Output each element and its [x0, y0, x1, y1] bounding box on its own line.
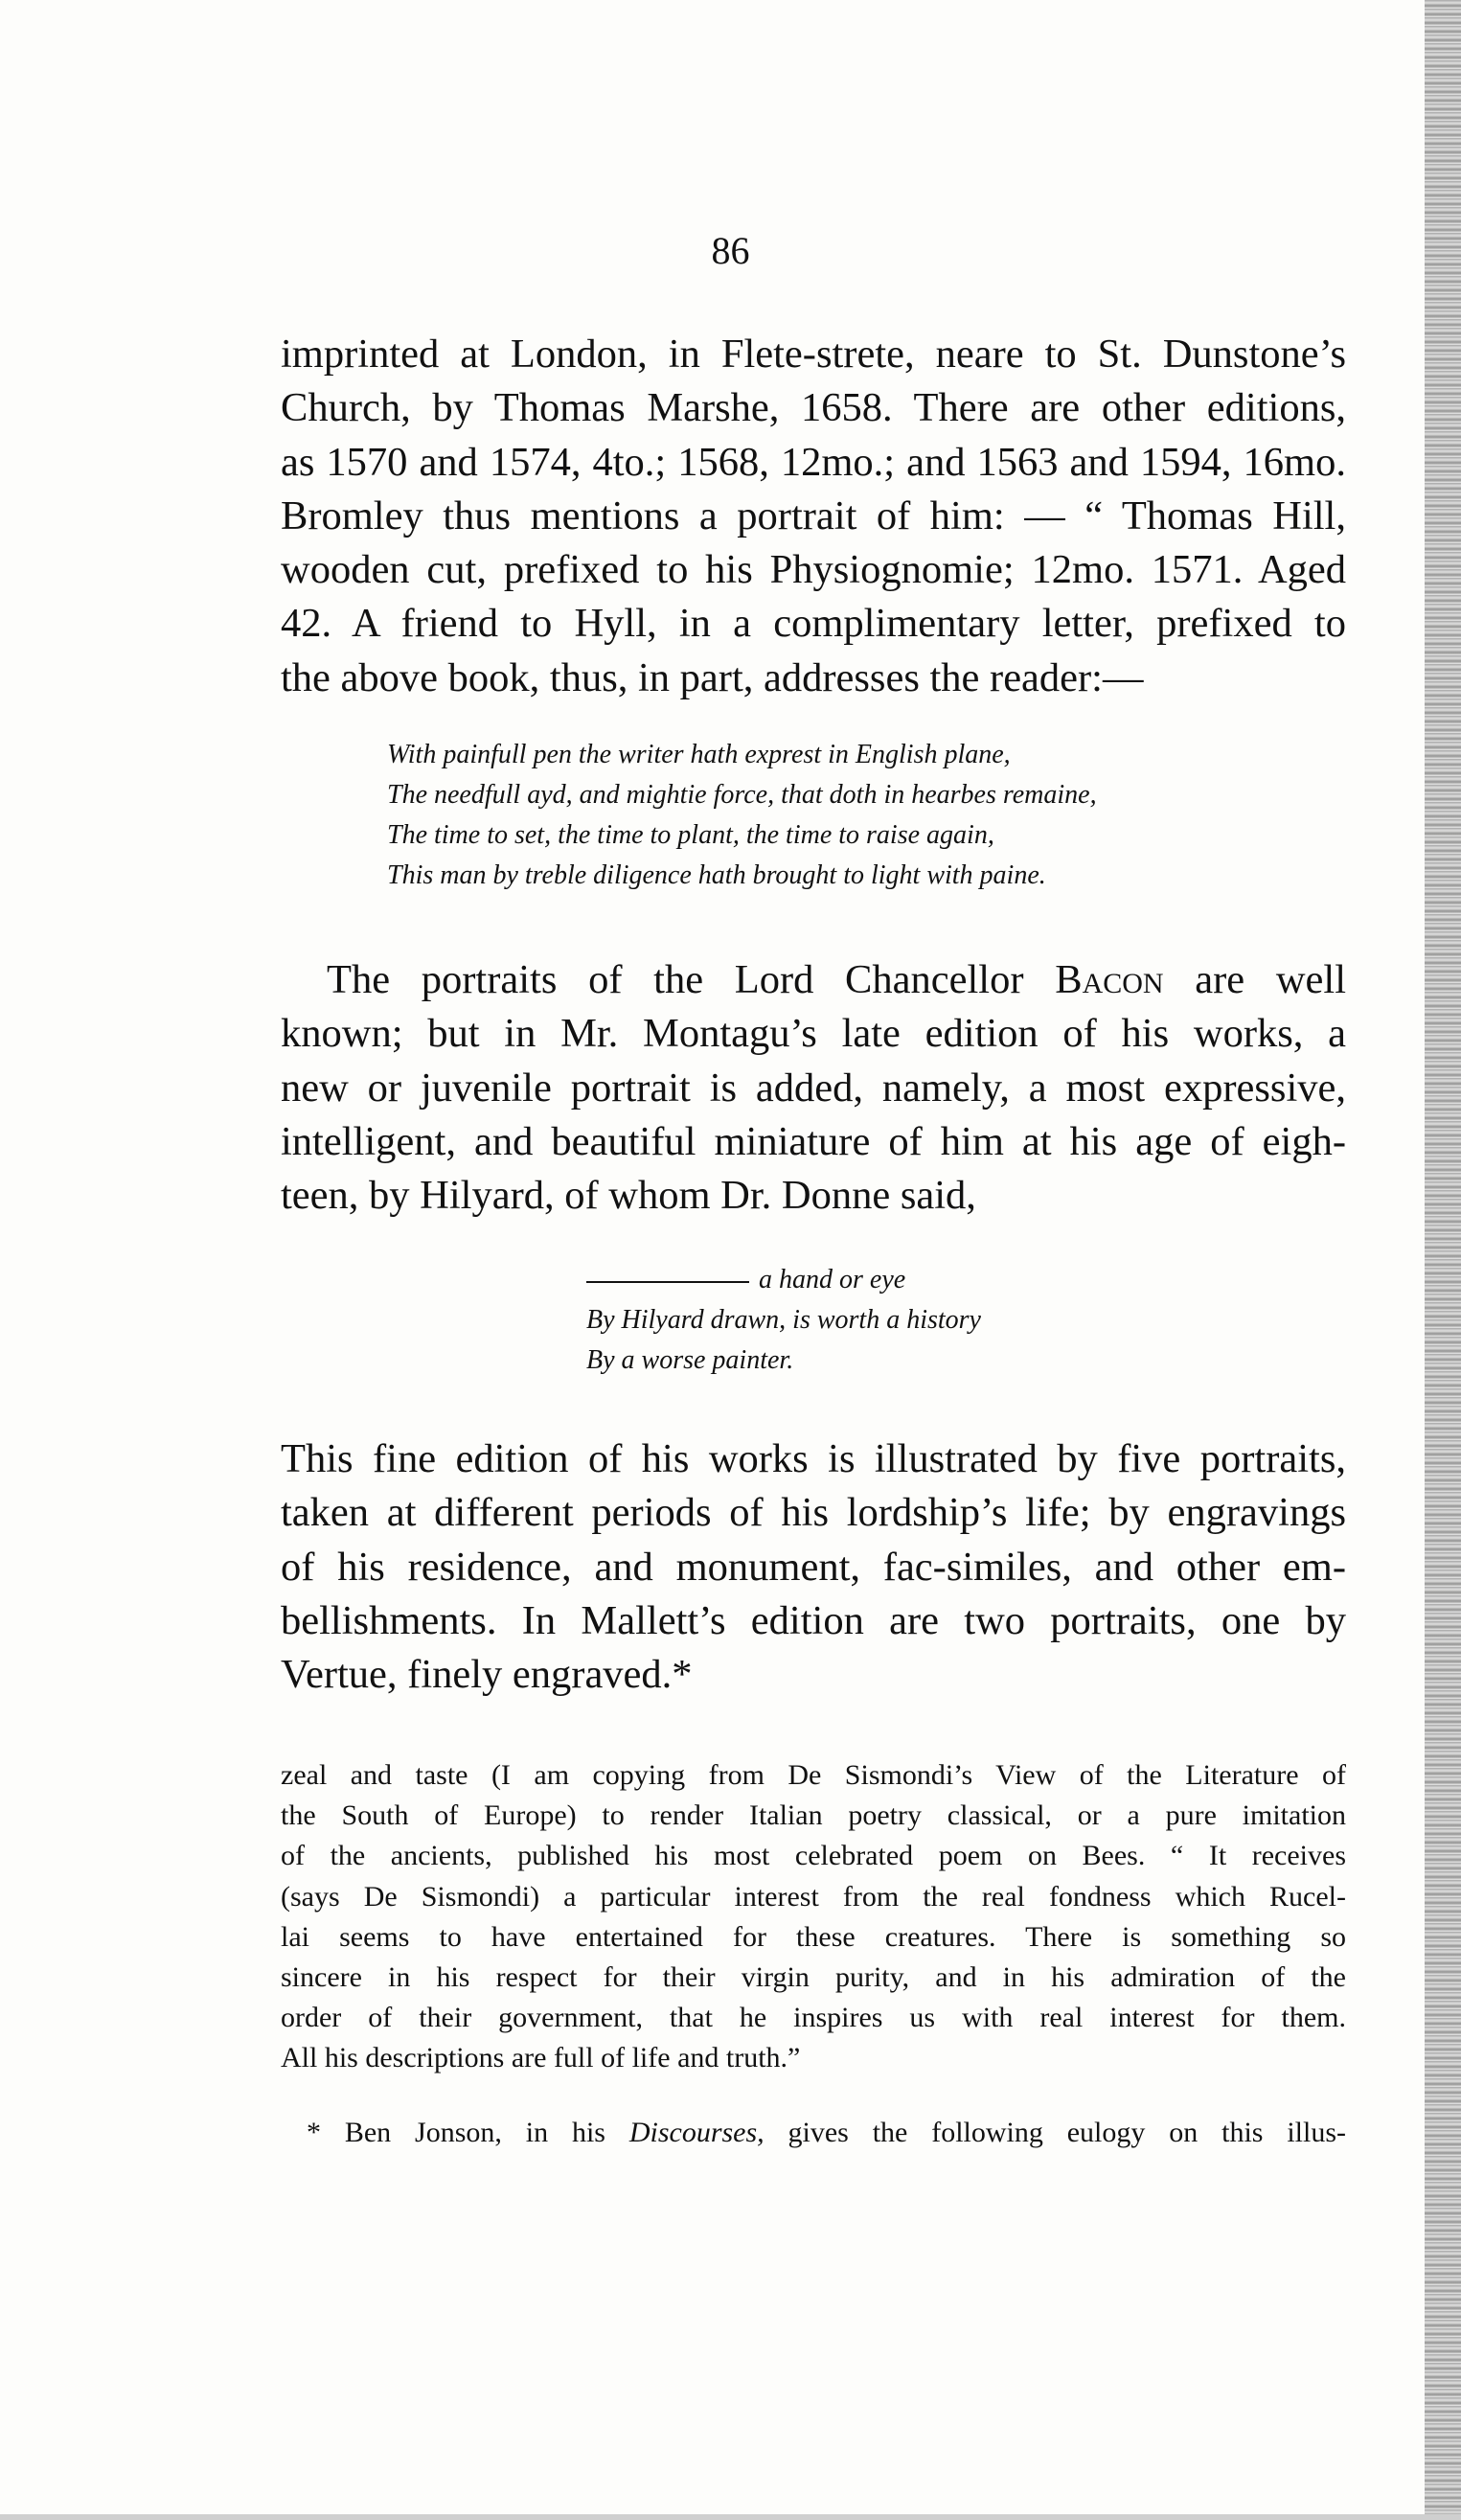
footnote-line: sincere in his respect for their virgin purity, and in his admiration of the: [281, 1961, 1346, 1994]
paragraph-thomas-hill: [281, 328, 1346, 705]
verse-line: This man by treble diligence hath brought to light with paine.: [387, 860, 1046, 890]
footnote-line: [307, 2113, 1346, 2153]
text-line: teen, by Hilyard, of whom Dr. Donne said,: [281, 1173, 976, 1219]
text-line: new or juvenile portrait is added, namely, a most expressive,: [281, 1065, 1346, 1111]
verse-painfull-pen: [387, 735, 1097, 896]
paragraph-bacon-portraits: [281, 953, 1346, 1223]
name-bacon: Bacon: [1055, 957, 1164, 1002]
footnote-line: order of their government, that he inspires us with real interest for them.: [281, 2002, 1346, 2034]
verse-line: By a worse painter.: [586, 1345, 794, 1375]
footnote-ben-jonson: [307, 2113, 1346, 2153]
footnote-line: All his descriptions are full of life and truth.”: [281, 2042, 801, 2074]
text-segment: are well: [1195, 957, 1346, 1002]
footnote-rucellai: [281, 1755, 1346, 2079]
em-dash-rule: [586, 1281, 749, 1283]
footnote-line: (says De Sismondi) a particular interest from the real fondness which Rucel-: [281, 1880, 1346, 1913]
verse-line: The needfull ayd, and mightie force, that doth in hearbes remaine,: [387, 780, 1097, 810]
verse-segment: a hand or eye: [759, 1265, 906, 1294]
verse-donne-quote: [586, 1260, 981, 1381]
footnote-line: of the ancients, published his most celebrated poem on Bees. “ It receives: [281, 1840, 1346, 1872]
text-line: of his residence, and monument, fac-similes, and other em-: [281, 1544, 1346, 1590]
verse-line: With painfull pen the writer hath exprest in English plane,: [387, 740, 1011, 769]
text-line: Church, by Thomas Marshe, 1658. There are other editions,: [281, 385, 1346, 431]
text-line: bellishments. In Mallett’s edition are two portraits, one by: [281, 1597, 1346, 1643]
text-line: Bromley thus mentions a portrait of him: — “ Thomas Hill,: [281, 493, 1346, 538]
footnote-segment: * Ben Jonson, in his: [307, 2117, 605, 2148]
footnote-line: lai seems to have entertained for these creatures. There is something so: [281, 1920, 1346, 1953]
text-line: taken at different periods of his lordship’s life; by engravings: [281, 1490, 1346, 1536]
verse-line: [586, 1260, 981, 1300]
text-line: This fine edition of his works is illustrated by five portraits,: [281, 1436, 1346, 1481]
footnote-italic-title: Discourses,: [628, 2117, 765, 2148]
text-line: intelligent, and beautiful miniature of him at his age of eigh-: [281, 1118, 1346, 1164]
text-line: known; but in Mr. Montagu’s late edition of his works, a: [281, 1011, 1346, 1057]
paragraph-fine-edition: [281, 1432, 1346, 1702]
text-line: as 1570 and 1574, 4to.; 1568, 12mo.; and 1563 and 1594, 16mo.: [281, 439, 1346, 485]
text-line: imprinted at London, in Flete-strete, neare to St. Dunstone’s: [281, 332, 1346, 377]
page-bottom-edge: [0, 2514, 1461, 2520]
verse-line: The time to set, the time to plant, the time to raise again,: [387, 820, 994, 850]
text-line: Vertue, finely engraved.*: [281, 1652, 693, 1698]
text-segment: The portraits of the Lord Chancellor: [327, 957, 1024, 1002]
footnote-line: zeal and taste (I am copying from De Sismondi’s View of the Literature of: [281, 1759, 1346, 1791]
text-line: [281, 953, 1346, 1007]
text-line: 42. A friend to Hyll, in a complimentary letter, prefixed to: [281, 601, 1346, 647]
text-line: the above book, thus, in part, addresses the reader:—: [281, 654, 1144, 700]
text-line: wooden cut, prefixed to his Physiognomie; 12mo. 1571. Aged: [281, 547, 1346, 593]
page-edge-shadow: [1425, 0, 1461, 2520]
footnote-segment: gives the following eulogy on this illus-: [788, 2117, 1346, 2148]
footnote-line: the South of Europe) to render Italian poetry classical, or a pure imitation: [281, 1799, 1346, 1832]
verse-line: By Hilyard drawn, is worth a history: [586, 1305, 981, 1335]
page-number: 86: [711, 229, 750, 272]
